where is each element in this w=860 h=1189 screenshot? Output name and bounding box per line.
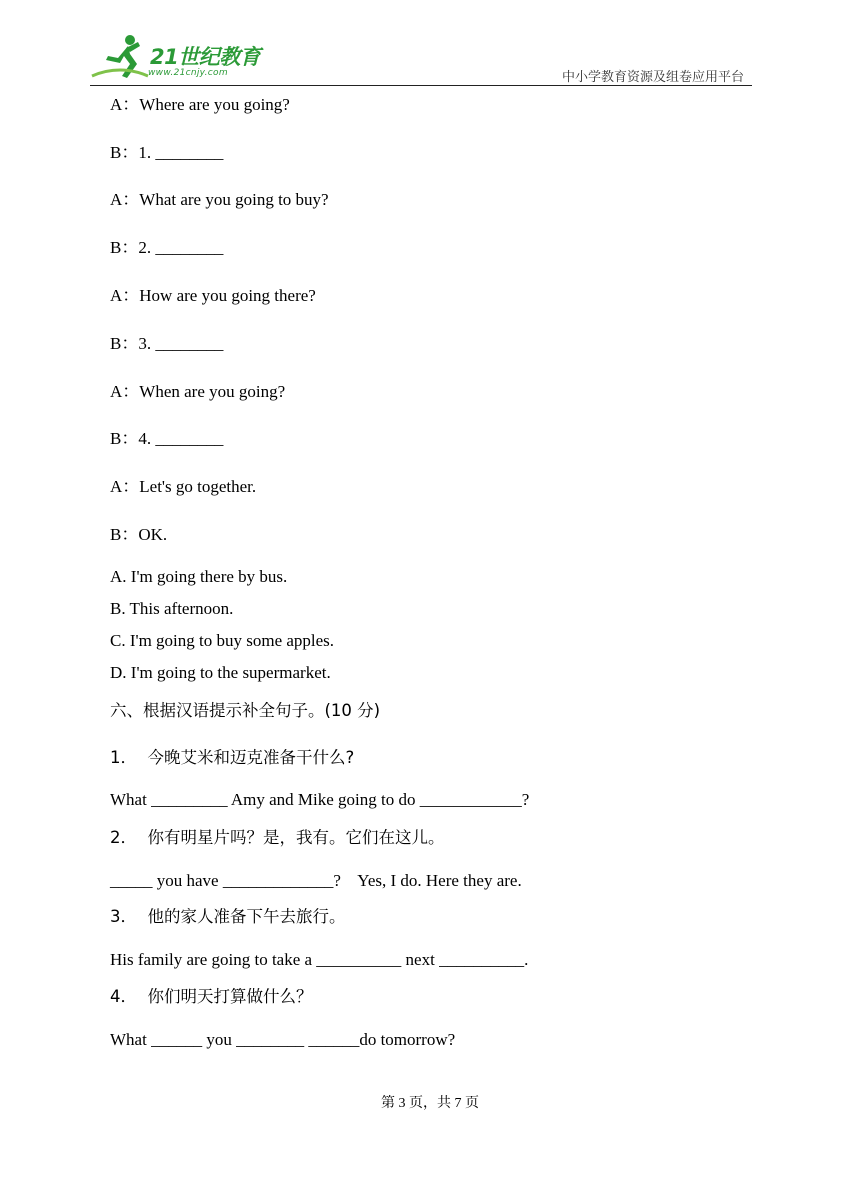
question-cn <box>110 828 445 848</box>
option-item: B. This afternoon. <box>110 599 234 618</box>
dialogue-line: A：Let's go together. <box>110 477 257 496</box>
option-item: D. I'm going to the supermarket. <box>110 663 331 682</box>
header-divider <box>90 85 752 86</box>
runner-logo-icon <box>90 32 150 82</box>
question-number: 1． <box>110 748 137 767</box>
dialogue-line: A：What are you going to buy? <box>110 190 329 209</box>
question-en: _____ you have _____________? Yes, I do. Here they are. <box>110 871 522 890</box>
question-text: 你有明星片吗？是，我有。它们在这儿。 <box>147 828 445 847</box>
question-number: 2． <box>110 828 137 847</box>
section-title: 六、根据汉语提示补全句子。(10 分) <box>110 701 381 720</box>
logo-text: 21世纪教育 <box>150 45 261 69</box>
question-text: 他的家人准备下午去旅行。 <box>147 907 346 926</box>
dialogue-line: B：3. ________ <box>110 334 224 353</box>
page-footer: 第 3 页，共 7 页 <box>381 1096 479 1111</box>
question-number: 4． <box>110 987 137 1006</box>
dialogue-line: A：How are you going there? <box>110 286 316 305</box>
logo-url: www.21cnjy.com <box>148 68 228 78</box>
dialogue-line: B：4. ________ <box>110 429 224 448</box>
dialogue-line: A：Where are you going? <box>110 95 290 114</box>
question-cn <box>110 748 354 768</box>
question-cn <box>110 907 346 927</box>
question-number: 3． <box>110 907 137 926</box>
question-text: 今晚艾米和迈克准备干什么? <box>147 748 355 767</box>
dialogue-line: A：When are you going? <box>110 382 286 401</box>
dialogue-line: B：1. ________ <box>110 143 224 162</box>
dialogue-line: B：2. ________ <box>110 238 224 257</box>
question-text: 你们明天打算做什么？ <box>147 987 313 1006</box>
question-en: His family are going to take a __________ next __________. <box>110 950 529 969</box>
question-en: What _________ Amy and Mike going to do ____________? <box>110 790 530 809</box>
option-item: A. I'm going there by bus. <box>110 567 288 586</box>
question-cn <box>110 987 313 1007</box>
option-item: C. I'm going to buy some apples. <box>110 631 335 650</box>
page-header <box>90 32 752 88</box>
dialogue-line: B：OK. <box>110 525 168 544</box>
question-en: What ______ you ________ ______do tomorrow? <box>110 1030 456 1049</box>
logo <box>90 32 280 82</box>
platform-title: 中小学教育资源及组卷应用平台 <box>561 70 744 85</box>
